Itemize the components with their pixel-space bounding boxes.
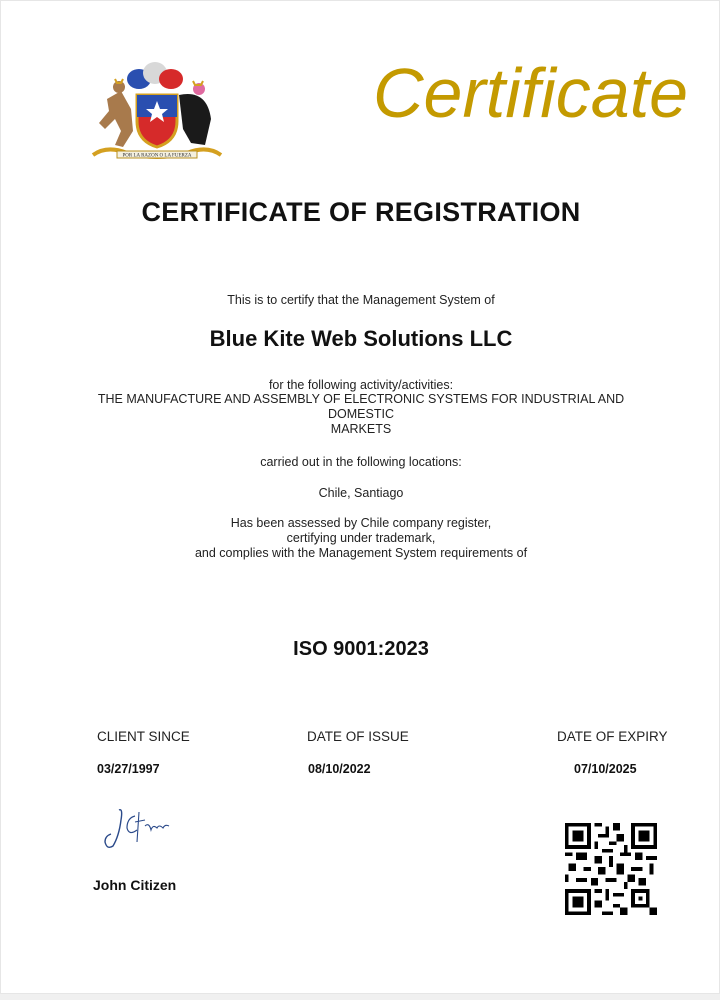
date-of-expiry-label: DATE OF EXPIRY xyxy=(557,729,668,744)
certify-intro: This is to certify that the Management System of xyxy=(227,293,495,307)
qr-code-icon[interactable] xyxy=(565,823,657,915)
assessment-line-1: Has been assessed by Chile company register, xyxy=(230,516,492,530)
signer-name: John Citizen xyxy=(93,877,177,893)
activity-intro: for the following activity/activities: xyxy=(268,378,454,392)
date-of-issue-label: DATE OF ISSUE xyxy=(307,729,409,744)
page-title: CERTIFICATE OF REGISTRATION xyxy=(141,197,581,227)
svg-text:POR LA RAZON O LA FUERZA: POR LA RAZON O LA FUERZA xyxy=(122,153,192,159)
assessment-line-3: and complies with the Management System requirements of xyxy=(194,546,528,560)
activity-line-2: DOMESTIC xyxy=(328,407,394,421)
location: Chile, Santiago xyxy=(318,486,404,500)
company-name: Blue Kite Web Solutions LLC xyxy=(209,326,513,351)
chile-coat-of-arms-icon xyxy=(87,59,227,167)
locations-intro: carried out in the following locations: xyxy=(260,455,462,469)
assessment-line-2: certifying under trademark, xyxy=(286,531,436,545)
certificate-script-title: Certificate xyxy=(373,54,689,132)
iso-standard: ISO 9001:2023 xyxy=(293,638,429,660)
date-of-expiry-value: 07/10/2025 xyxy=(574,762,637,776)
activity-line-3: MARKETS xyxy=(330,422,392,436)
date-of-issue-value: 08/10/2022 xyxy=(308,762,371,776)
signature-icon xyxy=(101,806,171,851)
client-since-value: 03/27/1997 xyxy=(97,762,160,776)
client-since-label: CLIENT SINCE xyxy=(97,729,190,744)
activity-line-1: THE MANUFACTURE AND ASSEMBLY OF ELECTRONIC SYSTEMS FOR INDUSTRIAL AND xyxy=(97,392,625,406)
